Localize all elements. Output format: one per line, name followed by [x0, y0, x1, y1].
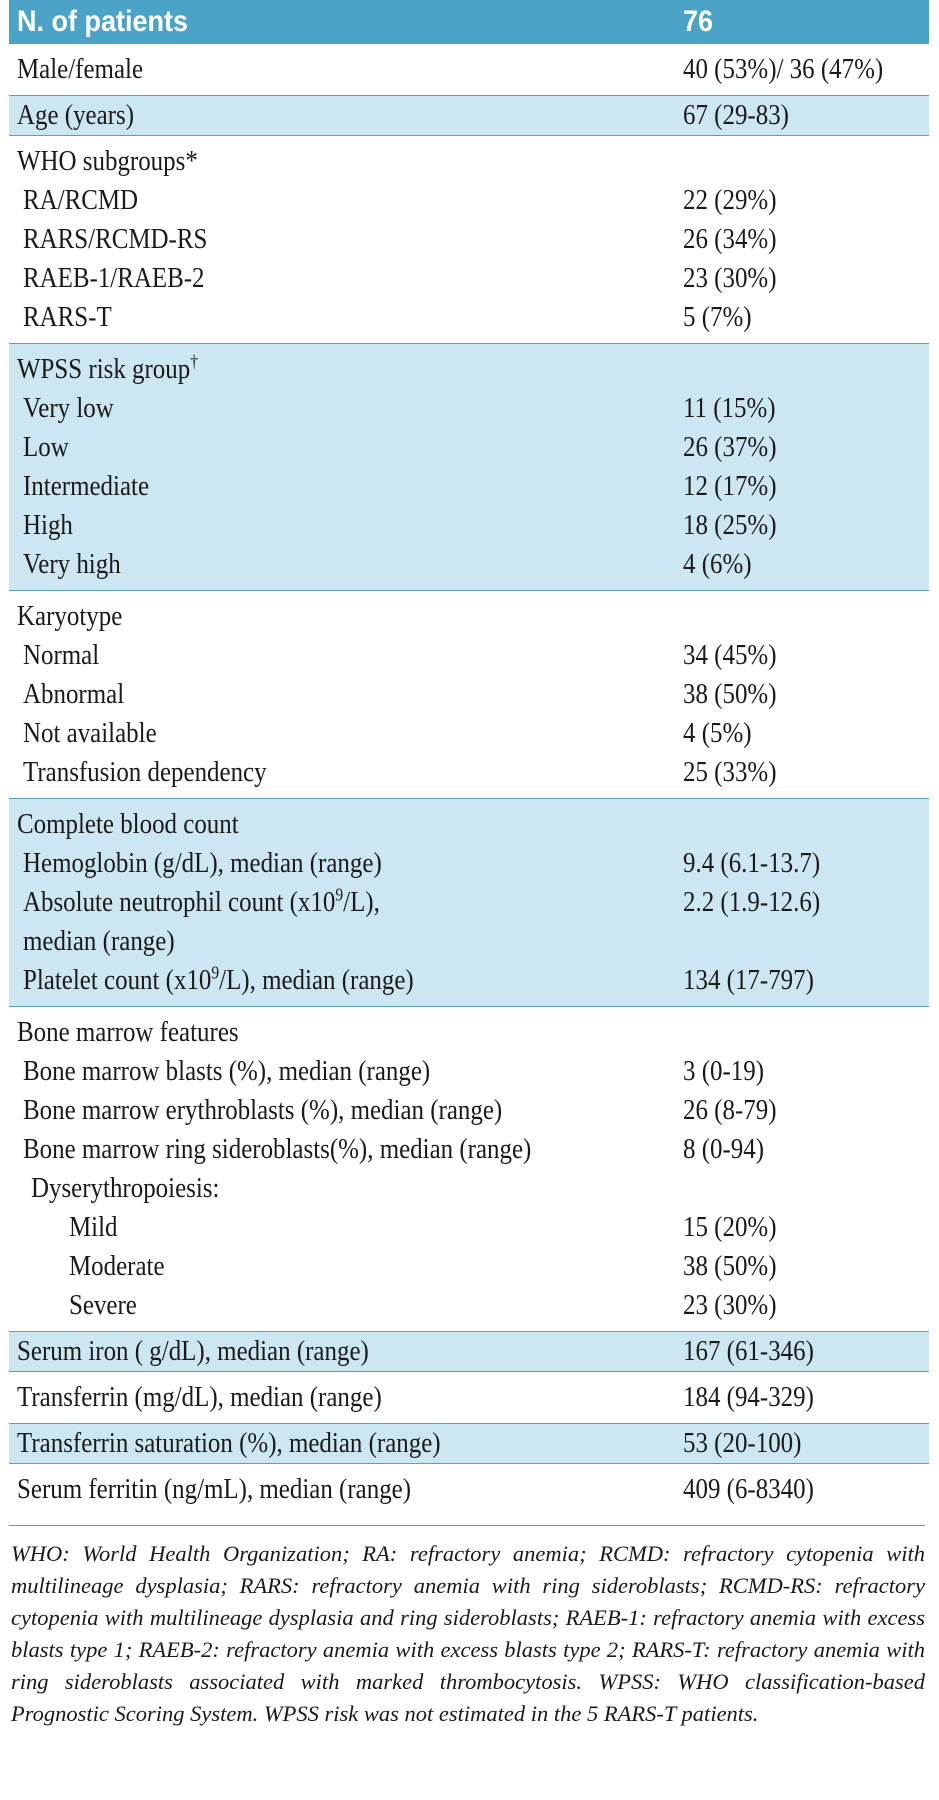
row-label: Bone marrow ring sideroblasts(%), median (range) [23, 1133, 532, 1165]
table-row [9, 844, 929, 883]
table-row [9, 506, 929, 545]
table-row [9, 1372, 929, 1424]
row-label: Absolute neutrophil count $(x10^9/L)$, [9, 883, 669, 922]
row-value: 34 (45%) [683, 639, 777, 671]
section-title: WPSS risk group† [9, 344, 669, 390]
row-value: 2.2 (1.9-12.6) [669, 883, 929, 922]
table-row [9, 259, 929, 298]
table-row [9, 883, 929, 922]
row-label: Not available [23, 717, 157, 749]
table-row [9, 636, 929, 675]
row-value: 26 (8-79) [683, 1094, 777, 1126]
row-label: Bone marrow blasts (%), median (range) [23, 1055, 431, 1087]
row-label: median (range) [9, 922, 669, 961]
row-label: Hemoglobin (g/dL), median (range) [9, 844, 669, 883]
table-row [9, 961, 929, 1007]
section-title: Karyotype [9, 591, 669, 637]
row-value: 23 (30%) [683, 1289, 777, 1321]
row-label: RA/RCMD [23, 184, 139, 216]
table-row [9, 96, 929, 136]
table-row [9, 1052, 929, 1091]
row-label: Severe [69, 1289, 137, 1321]
row-label: Age (years) [9, 96, 669, 136]
row-label: Transferrin (mg/dL), median (range) [9, 1372, 669, 1424]
row-value: 12 (17%) [669, 467, 929, 506]
header-value: 76 [669, 0, 929, 44]
row-value: 38 (50%) [683, 678, 777, 710]
row-value: 26 (34%) [683, 223, 777, 255]
row-label: RAEB-1/RAEB-2 [23, 262, 205, 294]
table-row [9, 1424, 929, 1464]
section-header-row [9, 136, 929, 182]
table-row [9, 545, 929, 591]
table-row [9, 428, 929, 467]
section-title: Complete blood count [9, 799, 669, 845]
row-label: Serum iron ( g/dL), median (range) [9, 1332, 669, 1372]
row-label: Very high [9, 545, 669, 591]
row-value: 25 (33%) [683, 756, 777, 788]
row-label: Serum ferritin (ng/mL), median (range) [9, 1464, 669, 1516]
section-header-row [9, 344, 929, 390]
row-value: 4 (6%) [669, 545, 929, 591]
row-value: 15 (20%) [683, 1211, 777, 1243]
row-value: 184 (94-329) [669, 1372, 929, 1424]
row-label: Platelet count $(x10^9/L)$, median (range) [9, 961, 669, 1007]
row-value: 23 (30%) [683, 262, 777, 294]
table-row [9, 44, 929, 96]
row-value: 409 (6-8340) [669, 1464, 929, 1516]
table-row [9, 389, 929, 428]
row-value: 26 (37%) [669, 428, 929, 467]
table-row [9, 1208, 929, 1247]
row-label: RARS/RCMD-RS [23, 223, 208, 255]
table-row [9, 298, 929, 344]
section-header-row [9, 1007, 929, 1053]
row-label: Bone marrow erythroblasts (%), median (range) [23, 1094, 503, 1126]
row-value: 11 (15%) [669, 389, 929, 428]
row-value: 22 (29%) [683, 184, 777, 216]
row-value: 134 (17-797) [669, 961, 929, 1007]
row-label: Normal [23, 639, 100, 671]
table-row [9, 753, 929, 799]
row-value: 8 (0-94) [683, 1133, 765, 1165]
row-value: 9.4 (6.1-13.7) [669, 844, 929, 883]
row-label: RARS-T [23, 301, 112, 333]
row-value: 53 (20-100) [669, 1424, 929, 1464]
data-table [9, 0, 929, 1515]
table-header-row [9, 0, 929, 44]
patient-characteristics-table [9, 0, 929, 1730]
table-row [9, 1464, 929, 1516]
table-row [9, 181, 929, 220]
row-label: Moderate [69, 1250, 165, 1282]
row-label: Mild [69, 1211, 118, 1243]
section-title: Bone marrow features [9, 1007, 669, 1053]
section-title: WHO subgroups* [9, 136, 669, 182]
row-label: Abnormal [23, 678, 125, 710]
row-value: 67 (29-83) [669, 96, 929, 136]
table-row [9, 1332, 929, 1372]
table-row-continuation [9, 922, 929, 961]
row-label: Intermediate [9, 467, 669, 506]
row-value: 40 (53%)/ 36 (47%) [683, 53, 884, 85]
row-value: 5 (7%) [683, 301, 752, 333]
section-header-row [9, 591, 929, 637]
row-label: High [9, 506, 669, 545]
subsection-title: Dyserythropoiesis: [31, 1172, 220, 1204]
table-row [9, 1130, 929, 1169]
row-label: Transferrin saturation (%), median (range) [9, 1424, 669, 1464]
table-row [9, 1091, 929, 1130]
table-footnote: WHO: World Health Organization; RA: refractory anemia; RCMD: refractory cytopenia with multilineage dysplasia; RARS: refractory anemia with ring sideroblasts; RCMD-RS: refractory cytopenia with multilineage dysplasia and ring sideroblasts; RAEB-1: refractory anemia with excess blasts type 1; RAEB-2: refractory anemia with excess blasts type 2; RARS-T: refractory anemia with ring sideroblasts associated with marked thrombocytosis. WPSS: WHO classification-based Prognostic Scoring System. WPSS risk was not estimated in the 5 RARS-T patients. [9, 1525, 925, 1730]
row-label: Very low [9, 389, 669, 428]
table-row [9, 1286, 929, 1332]
row-label: Transfusion dependency [23, 756, 267, 788]
row-value: 4 (5%) [683, 717, 752, 749]
header-label: N. of patients [9, 0, 669, 44]
row-value: 18 (25%) [669, 506, 929, 545]
table-row [9, 220, 929, 259]
row-label: Male/female [17, 53, 144, 85]
row-label: Low [9, 428, 669, 467]
table-row [9, 675, 929, 714]
row-value: 3 (0-19) [683, 1055, 765, 1087]
section-header-row [9, 799, 929, 845]
row-value: 167 (61-346) [669, 1332, 929, 1372]
table-row [9, 467, 929, 506]
subsection-header-row [9, 1169, 929, 1208]
table-row [9, 714, 929, 753]
row-value: 38 (50%) [683, 1250, 777, 1282]
table-row [9, 1247, 929, 1286]
